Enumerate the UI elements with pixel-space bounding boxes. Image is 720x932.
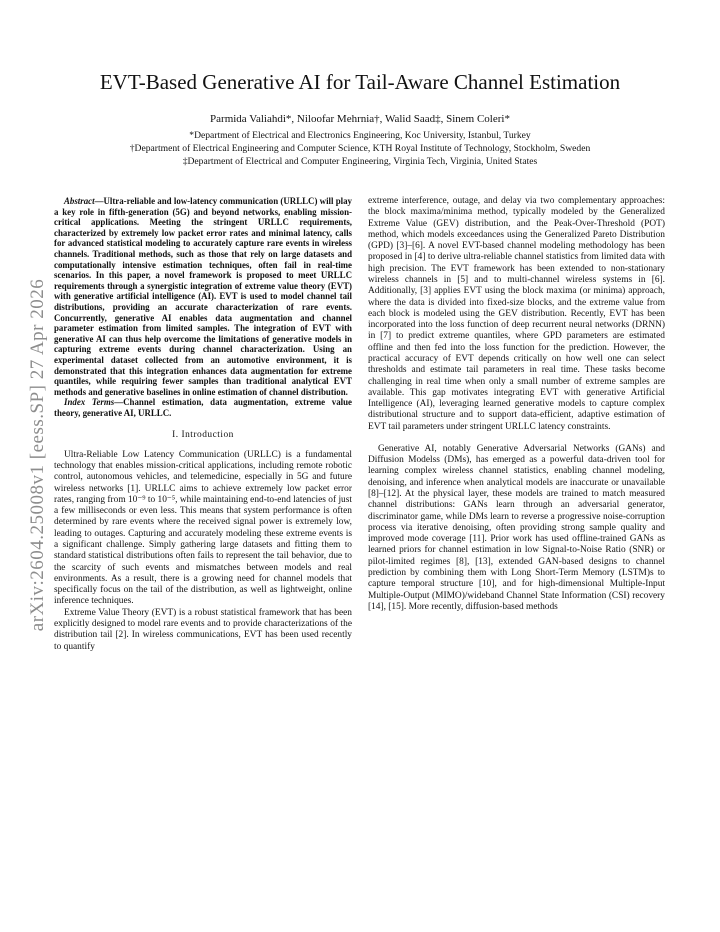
abstract-text: —Ultra-reliable and low-latency communication (URLLC) will play a key role in fifth-generation (5G) and beyond networks, enabling mission-critical applications. Meeting the stringent URLLC requirements, characterized by extremely low packet error rates and minimal latency, calls for advanced statistical modeling to accurately capture rare events in wireless channels. Traditional methods, such as those that rely on large datasets and computationally intensive estimation techniques, often fail in real-time scenarios. In this paper, a novel framework is proposed to meet URLLC requirements through a synergistic integration of extreme value theory (EVT) with generative artificial intelligence (AI). EVT is used to model channel tail distributions, providing an accurate characterization of rare events. Concurrently, generative AI enables data augmentation and channel parameter estimation from limited samples. The integration of EVT with generative AI can thus help overcome the limitations of generative models in capturing extreme events during channel characterization. Using an experimental dataset collected from an automotive environment, it is demonstrated that this integration enhances data augmentation for extreme quantiles, while requiring fewer samples than traditional analytical EVT methods and generative baselines in online estimation of channel distribution. <box>54 196 352 397</box>
abstract <box>54 196 352 397</box>
affiliation-1: *Department of Electrical and Electronics Engineering, Koc University, Istanbul, Turkey <box>189 130 531 141</box>
left-column <box>54 196 352 653</box>
intro-paragraph-4: Generative AI, notably Generative Adversarial Networks (GANs) and Diffusion Modelss (DMs), has emerged as a powerful data-driven tool for learning complex wireless channel statistics, enabling channel modeling, denoising, and inference when analytical models are inaccurate or unavailable [8]–[12]. At the physical layer, these models are trained to match measured channel distributions: GANs learn through an adversarial generator, discriminator game, while DMs learn to reverse a progressive noise-corruption process via iterative denoising, often providing strong sample quality and improved mode coverage [11]. Prior work has used offline-trained GANs as learned priors for channel estimation in low Signal-to-Noise Ratio (SNR) or pilot-limited regimes [8], [13], extended GAN-based designs to channel prediction by combining them with Long Short-Term Memory (LSTM)s to capture temporal structure [10], and for high-dimensional Multiple-Input Multiple-Output (MIMO)/wideband Channel State Information (CSI) recovery [14], [15]. More recently, diffusion-based methods <box>368 443 665 612</box>
arxiv-sidebar-stamp <box>26 255 50 655</box>
right-column <box>368 196 665 613</box>
paper-title: EVT-Based Generative AI for Tail-Aware Channel Estimation <box>99 70 621 94</box>
index-terms <box>54 397 352 418</box>
index-terms-text: —Channel estimation, data augmentation, extreme value theory, generative AI, URLLC. <box>54 397 352 418</box>
intro-paragraph-3: extreme interference, outage, and delay via two complementary approaches: the block maxima/minima method, typically modeled by the Generalized Extreme Value (GEV) distribution, and the Peak-Over-Threshold (POT) method, which models exceedances using the Generalized Pareto Distribution (GPD) [3]–[6]. A novel EVT-based channel modeling methodology has been proposed in [4] to derive ultra-reliable channel statistics from limited data with high precision. The EVT framework has been extended to non-stationary wireless channels in [5] and to multi-channel wireless systems in [6]. Additionally, [3] applies EVT using the block maxima (or minima) approach, where the data is divided into fixed-size blocks, and the extreme value from each block is modeled using the GEV distribution. Recently, EVT has been incorporated into the loss function of deep recurrent neural networks (DRNN) in [7] to predict extreme quantiles, where GPD parameters are estimated offline and then fed into the loss function for the prediction. However, the practical accuracy of EVT depends critically on how well one can select thresholds and estimate tail parameters in real time. These tasks become challenging in real time when only a small number of extreme samples are available. This gap motivates integrating EVT with generative Artificial Intelligence (AI), leveraging learned generative models to capture complex distributional structure and to support data-efficient, adaptive estimation of EVT tail parameters under stringent URLLC latency constraints. <box>368 196 665 432</box>
intro-paragraph-1: Ultra-Reliable Low Latency Communication (URLLC) is a fundamental technology that enables mission-critical applications, including remote robotic control, autonomous vehicles, and telemedicine, especially in 5G and future wireless networks [1]. URLLC aims to achieve extremely low packet error rates, ranging from 10⁻⁹ to 10⁻⁵, while maintaining end-to-end latencies of just a few milliseconds or even less. This means that system performance is often determined by rare events where the received signal power is extremely low, leading to outages. Capturing and accurately modeling these extreme events is a significant challenge. Simply gathering large datasets and fitting them to standard statistical distributions often fails to represent the tail behavior, due to the scarcity of such events and mismatches between models and real environments. As a result, there is a growing need for channel models that specifically focus on the tail of the distribution, as well as lightweight, online inference techniques. <box>54 449 352 607</box>
arxiv-id: arXiv:2604.25008v1 [eess.SP] 27 Apr 2026 <box>27 278 48 632</box>
affiliation-2: †Department of Electrical Engineering and Computer Science, KTH Royal Institute of Technology, Stockholm, Sweden <box>129 143 591 154</box>
abstract-label: Abstract <box>64 196 95 206</box>
affiliation-3: ‡Department of Electrical and Computer Engineering, Virginia Tech, Virginia, United States <box>182 156 538 167</box>
intro-paragraph-2: Extreme Value Theory (EVT) is a robust statistical framework that has been explicitly designed to model rare events and to provide characterizations of the distribution tail [2]. In wireless communications, EVT has been used recently to quantify <box>54 607 352 652</box>
section-heading: I. Introduction <box>172 430 234 441</box>
index-terms-label: Index Terms <box>64 397 115 408</box>
paragraph-gap <box>368 433 665 444</box>
author-list: Parmida Valiahdi*, Niloofar Mehrnia†, Walid Saad‡, Sinem Coleri* <box>210 113 510 125</box>
